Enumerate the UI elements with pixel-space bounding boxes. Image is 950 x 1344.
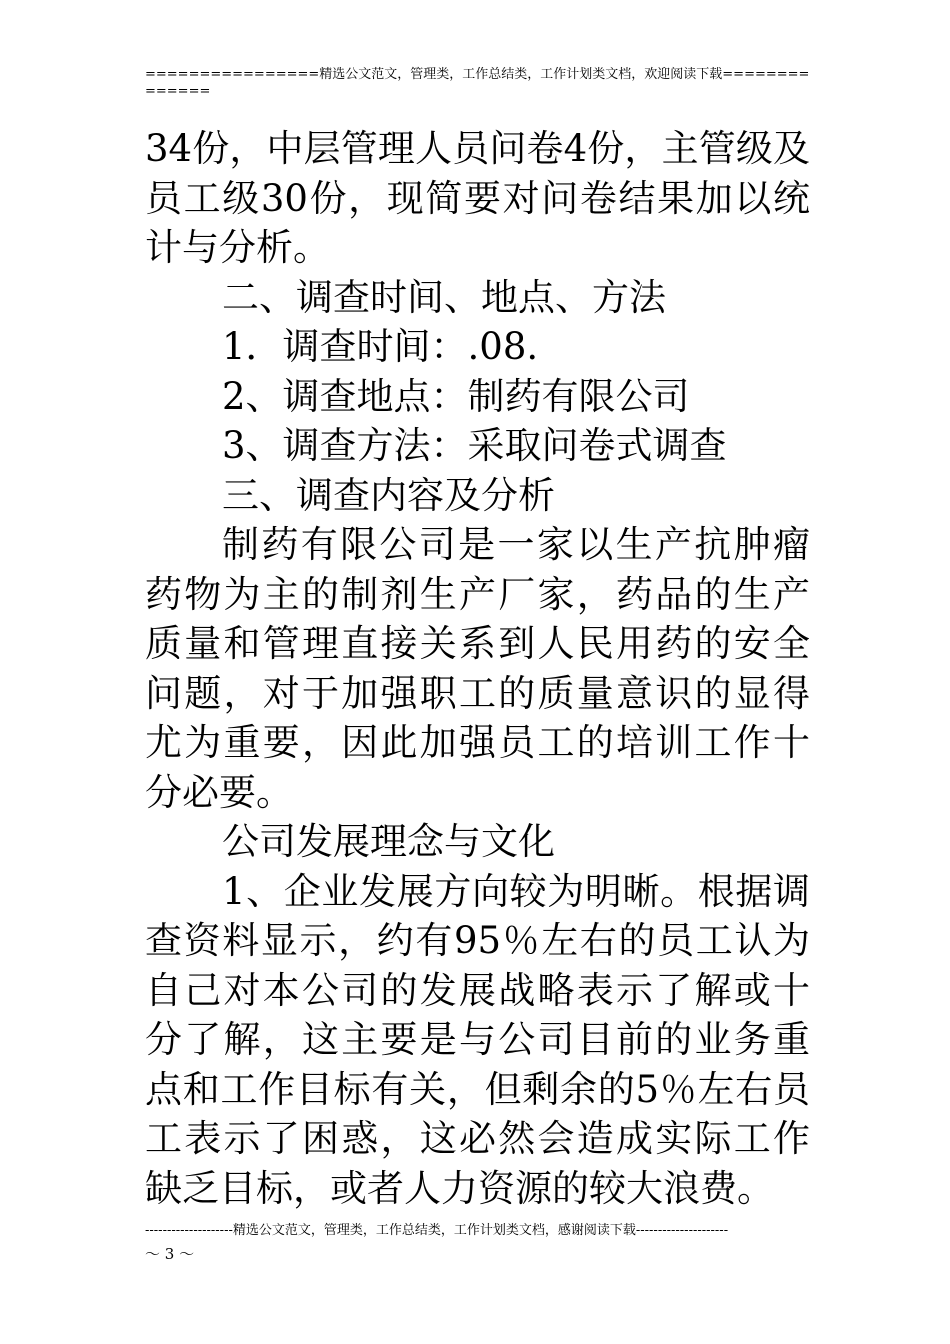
paragraph-company-intro: 制药有限公司是一家以生产抗肿瘤药物为主的制剂生产厂家，药品的生产质量和管理直接关系到人民用药的安全问题，对于加强职工的质量意识的显得尤为重要，因此加强员工的培训工作十分必要。 bbox=[145, 523, 810, 814]
item-survey-method: 3、调查方法：采取问卷式调查 bbox=[222, 424, 727, 467]
document-body bbox=[145, 124, 810, 1213]
heading-development-culture: 公司发展理念与文化 bbox=[222, 820, 555, 863]
page-footer: --------------------精选公文范文，管理类，工作总结类，工作计划类文档，感谢阅读下载--------------------- bbox=[145, 1223, 729, 1238]
item-survey-place: 2、调查地点：制药有限公司 bbox=[222, 374, 690, 418]
heading-time-place-method: 二、调查时间、地点、方法 bbox=[222, 275, 666, 319]
paragraph-development-direction: 1、企业发展方向较为明晰。根据调查资料显示，约有95％左右的员工认为自己对本公司的发展战略表示了解或十分了解，这主要是与公司目前的业务重点和工作目标有关，但剩余的5％左右员工表示了困惑，这必然会造成实际工作缺乏目标，或者人力资源的较大浪费。 bbox=[145, 869, 810, 1210]
heading-content-analysis: 三、调查内容及分析 bbox=[222, 473, 555, 517]
paragraph-survey-counts: 34份，中层管理人员问卷4份，主管级及员工级30份，现简要对问卷结果加以统计与分析。 bbox=[145, 127, 810, 269]
page-number: ～ 3 ～ bbox=[145, 1245, 195, 1263]
item-survey-time: 1．调查时间：.08. bbox=[222, 325, 539, 368]
page-header: ================精选公文范文，管理类，工作总结类，工作计划类文档，欢迎阅读下载============== bbox=[145, 67, 810, 99]
